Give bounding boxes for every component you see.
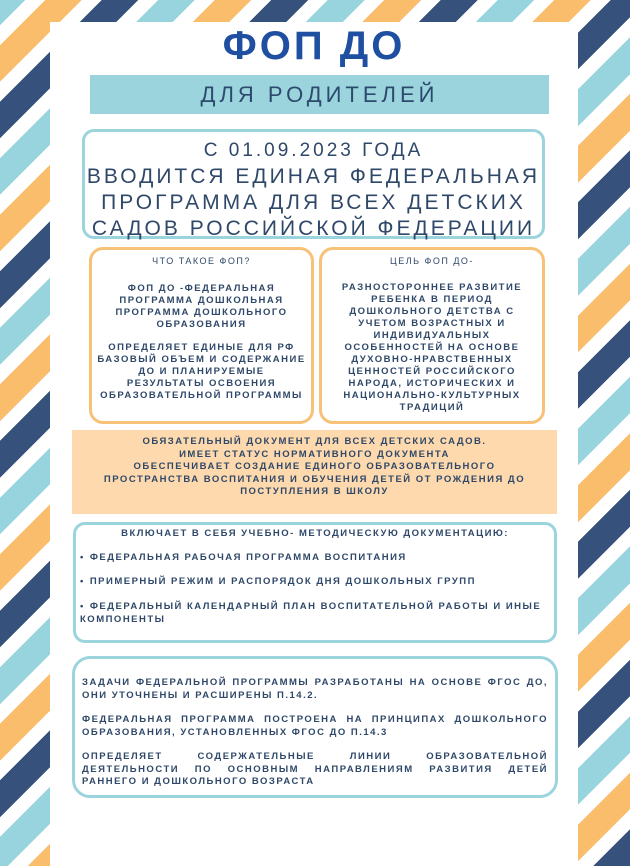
card-heading: ЦЕЛЬ ФОП ДО- — [390, 256, 474, 266]
card-text: ИНДИВИДУАЛЬНЫХ — [373, 330, 491, 341]
includes-box — [73, 522, 557, 643]
card-text: ТРАДИЦИЙ — [399, 402, 465, 413]
card-text: РЕЗУЛЬТАТЫ ОСВОЕНИЯ — [126, 378, 277, 389]
banner-line: ОБЕСПЕЧИВАЕТ СОЗДАНИЕ ЕДИНОГО ОБРАЗОВАТЕЛЬНОГО — [133, 461, 496, 472]
list-item-text: ПРИМЕРНЫЙ РЕЖИМ И РАСПОРЯДОК ДНЯ ДОШКОЛЬНЫХ ГРУПП — [89, 576, 476, 587]
subtitle-banner: ДЛЯ РОДИТЕЛЕЙ — [90, 75, 549, 114]
intro-line: ПРОГРАММА ДЛЯ ВСЕХ ДЕТСКИХ — [101, 191, 526, 214]
bullet-icon: • — [80, 601, 85, 612]
list-item — [80, 552, 548, 565]
card-text: ДУХОВНО-НРАВСТВЕННЫХ — [351, 354, 513, 365]
banner-line: ПОСТУПЛЕНИЯ В ШКОЛУ — [240, 486, 389, 497]
card-text: ОПРЕДЕЛЯЕТ ЕДИНЫЕ ДЛЯ РФ — [108, 342, 295, 353]
card-text: ДОШКОЛЬНОГО ДЕТСТВА С — [349, 306, 515, 317]
card-text: ДО И ПЛАНИРУЕМЫЕ — [138, 366, 265, 377]
card-text: РЕБЕНКА В ПЕРИОД — [371, 294, 493, 305]
card-text: ЦЕННОСТЕЙ РОССИЙСКОГО — [348, 366, 516, 377]
list-item — [80, 576, 548, 589]
mandatory-banner — [72, 430, 557, 514]
bullet-icon: • — [80, 576, 85, 587]
goal-card — [319, 247, 545, 424]
banner-line: ОБЯЗАТЕЛЬНЫЙ ДОКУМЕНТ ДЛЯ ВСЕХ ДЕТСКИХ САДОВ. — [142, 436, 487, 447]
tasks-paragraph: ОПРЕДЕЛЯЕТ СОДЕРЖАТЕЛЬНЫЕ ЛИНИИ ОБРАЗОВАТЕЛЬНОЙ ДЕЯТЕЛЬНОСТИ ПО ОСНОВНЫМ НАПРАВЛЕНИЯМ РАЗВИТИЯ ДЕТЕЙ РАННЕГО И ДОШКОЛЬНОГО ВОЗРАСТА — [82, 751, 548, 787]
intro-line: ВВОДИТСЯ ЕДИНАЯ ФЕДЕРАЛЬНАЯ — [86, 165, 541, 188]
tasks-paragraph: ФЕДЕРАЛЬНАЯ ПРОГРАММА ПОСТРОЕНА НА ПРИНЦИПАХ ДОШКОЛЬНОГО ОБРАЗОВАНИЯ, УСТАНОВЛЕННЫХ ФГОС ДО П.14.3 — [82, 714, 548, 738]
card-text: РАЗНОСТОРОННЕЕ РАЗВИТИЕ — [341, 282, 523, 293]
banner-line: ПРОСТРАНСТВА ВОСПИТАНИЯ И ОБУЧЕНИЯ ДЕТЕЙ ОТ РОЖДЕНИЯ ДО — [103, 473, 526, 485]
page-title: ФОП ДО — [222, 24, 406, 68]
card-text: ОСОБЕННОСТЕЙ НА ОСНОВЕ — [344, 342, 520, 353]
banner-line: ИМЕЕТ СТАТУС НОРМАТИВНОГО ДОКУМЕНТА — [179, 448, 450, 460]
intro-box — [82, 129, 545, 239]
bullet-icon: • — [80, 552, 85, 563]
card-text: ОБРАЗОВАНИЯ — [156, 319, 247, 330]
intro-date-line: С 01.09.2023 ГОДА — [203, 140, 424, 161]
card-text: ФОП ДО -ФЕДЕРАЛЬНАЯ — [127, 283, 276, 294]
tasks-paragraph: ЗАДАЧИ ФЕДЕРАЛЬНОЙ ПРОГРАММЫ РАЗРАБОТАНЫ НА ОСНОВЕ ФГОС ДО, ОНИ УТОЧНЕНЫ И РАСШИРЕНЫ П.14.2. — [82, 677, 548, 701]
list-item-text: ФЕДЕРАЛЬНАЯ РАБОЧАЯ ПРОГРАММА ВОСПИТАНИЯ — [89, 552, 407, 563]
card-text: УЧЕТОМ ВОЗРАСТНЫХ И — [358, 318, 506, 329]
card-heading: ЧТО ТАКОЕ ФОП? — [152, 256, 251, 266]
list-heading: ВКЛЮЧАЕТ В СЕБЯ УЧЕБНО- МЕТОДИЧЕСКУЮ ДОКУМЕНТАЦИЮ: — [121, 528, 509, 539]
what-is-card — [89, 247, 314, 424]
tasks-box — [72, 656, 558, 798]
card-text: НАРОДА, ИСТОРИЧЕСКИХ И — [348, 378, 516, 389]
list-item — [80, 601, 548, 626]
list-item-text: ФЕДЕРАЛЬНЫЙ КАЛЕНДАРНЫЙ ПЛАН ВОСПИТАТЕЛЬНОЙ РАБОТЫ И ИНЫЕ КОМПОНЕНТЫ — [80, 601, 542, 625]
intro-line: САДОВ РОССИЙСКОЙ ФЕДЕРАЦИИ — [91, 217, 536, 240]
card-text: НАЦИОНАЛЬНО-КУЛЬТУРНЫХ — [343, 390, 521, 401]
card-text: БАЗОВЫЙ ОБЪЕМ И СОДЕРЖАНИЕ — [97, 354, 306, 365]
card-text: ПРОГРАММА ДОШКОЛЬНАЯ — [119, 295, 284, 306]
card-text: ОБРАЗОВАТЕЛЬНОЙ ПРОГРАММЫ — [100, 390, 303, 401]
card-text: ПРОГРАММА ДОШКОЛЬНОГО — [115, 307, 288, 318]
